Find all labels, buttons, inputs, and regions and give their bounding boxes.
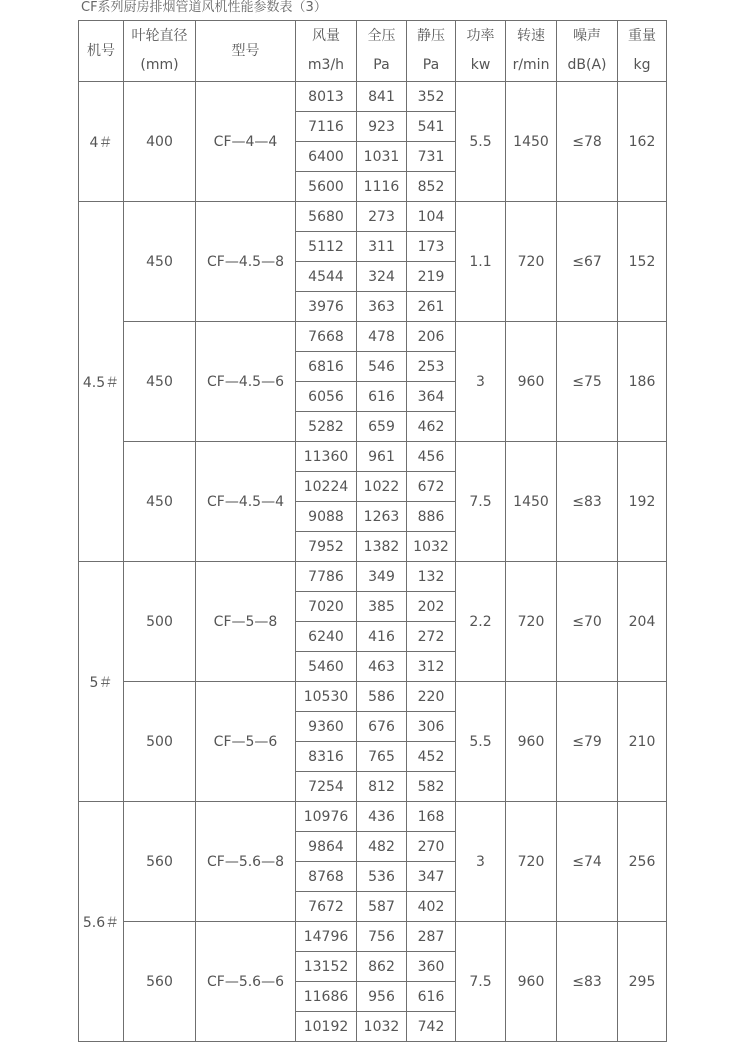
- column-header-unit: kw: [470, 57, 491, 73]
- static-pressure-cell: 456: [407, 442, 456, 472]
- airflow-cell: 7116: [296, 112, 357, 142]
- speed-cell: 1450: [506, 442, 557, 562]
- airflow-cell: 5680: [296, 202, 357, 232]
- table-row: [79, 322, 667, 352]
- impeller-diameter-cell: 500: [124, 562, 196, 682]
- table-row: [79, 682, 667, 712]
- airflow-cell: 9864: [296, 832, 357, 862]
- power-cell: 5.5: [456, 82, 506, 202]
- total-pressure-cell: 841: [357, 82, 407, 112]
- column-header-unit: m3/h: [307, 57, 345, 73]
- static-pressure-cell: 742: [407, 1012, 456, 1042]
- power-cell: 1.1: [456, 202, 506, 322]
- total-pressure-cell: 478: [357, 322, 407, 352]
- static-pressure-cell: 360: [407, 952, 456, 982]
- static-pressure-cell: 173: [407, 232, 456, 262]
- weight-cell: 186: [618, 322, 667, 442]
- machine-number-cell: 5.6＃: [79, 802, 124, 1042]
- airflow-cell: 6816: [296, 352, 357, 382]
- speed-cell: 960: [506, 922, 557, 1042]
- impeller-diameter-cell: 560: [124, 802, 196, 922]
- total-pressure-cell: 1382: [357, 532, 407, 562]
- total-pressure-cell: 1031: [357, 142, 407, 172]
- power-cell: 3: [456, 322, 506, 442]
- total-pressure-cell: 363: [357, 292, 407, 322]
- noise-cell: ≤75: [557, 322, 618, 442]
- model-cell: CF—5—8: [196, 562, 296, 682]
- airflow-cell: 14796: [296, 922, 357, 952]
- model-cell: CF—4.5—8: [196, 202, 296, 322]
- airflow-cell: 8768: [296, 862, 357, 892]
- table-row: [79, 442, 667, 472]
- column-header-label: 机号: [87, 42, 115, 59]
- total-pressure-cell: 436: [357, 802, 407, 832]
- airflow-cell: 7786: [296, 562, 357, 592]
- model-cell: CF—4—4: [196, 82, 296, 202]
- static-pressure-cell: 402: [407, 892, 456, 922]
- power-cell: 7.5: [456, 922, 506, 1042]
- static-pressure-cell: 541: [407, 112, 456, 142]
- total-pressure-cell: 765: [357, 742, 407, 772]
- static-pressure-cell: 852: [407, 172, 456, 202]
- column-header: [557, 21, 618, 82]
- noise-cell: ≤74: [557, 802, 618, 922]
- total-pressure-cell: 587: [357, 892, 407, 922]
- speed-cell: 960: [506, 322, 557, 442]
- total-pressure-cell: 546: [357, 352, 407, 382]
- table-header-row: [79, 21, 667, 82]
- power-cell: 3: [456, 802, 506, 922]
- total-pressure-cell: 349: [357, 562, 407, 592]
- airflow-cell: 5460: [296, 652, 357, 682]
- speed-cell: 720: [506, 562, 557, 682]
- column-header-label: 转速: [517, 28, 545, 44]
- static-pressure-cell: 352: [407, 82, 456, 112]
- column-header-label: 噪声: [573, 28, 601, 44]
- total-pressure-cell: 923: [357, 112, 407, 142]
- weight-cell: 210: [618, 682, 667, 802]
- static-pressure-cell: 306: [407, 712, 456, 742]
- static-pressure-cell: 261: [407, 292, 456, 322]
- airflow-cell: 10976: [296, 802, 357, 832]
- airflow-cell: 9088: [296, 502, 357, 532]
- total-pressure-cell: 536: [357, 862, 407, 892]
- total-pressure-cell: 463: [357, 652, 407, 682]
- power-cell: 5.5: [456, 682, 506, 802]
- total-pressure-cell: 1022: [357, 472, 407, 502]
- static-pressure-cell: 616: [407, 982, 456, 1012]
- airflow-cell: 13152: [296, 952, 357, 982]
- column-header-label: 全压: [367, 28, 396, 44]
- noise-cell: ≤83: [557, 922, 618, 1042]
- model-cell: CF—5—6: [196, 682, 296, 802]
- static-pressure-cell: 272: [407, 622, 456, 652]
- total-pressure-cell: 756: [357, 922, 407, 952]
- total-pressure-cell: 385: [357, 592, 407, 622]
- static-pressure-cell: 270: [407, 832, 456, 862]
- column-header-label: 型号: [231, 42, 260, 59]
- total-pressure-cell: 416: [357, 622, 407, 652]
- airflow-cell: 9360: [296, 712, 357, 742]
- total-pressure-cell: 862: [357, 952, 407, 982]
- airflow-cell: 7952: [296, 532, 357, 562]
- column-header-unit: Pa: [373, 57, 390, 73]
- weight-cell: 256: [618, 802, 667, 922]
- static-pressure-cell: 452: [407, 742, 456, 772]
- airflow-cell: 8013: [296, 82, 357, 112]
- impeller-diameter-cell: 500: [124, 682, 196, 802]
- airflow-cell: 10192: [296, 1012, 357, 1042]
- weight-cell: 204: [618, 562, 667, 682]
- total-pressure-cell: 956: [357, 982, 407, 1012]
- power-cell: 2.2: [456, 562, 506, 682]
- airflow-cell: 7254: [296, 772, 357, 802]
- model-cell: CF—4.5—4: [196, 442, 296, 562]
- column-header: [357, 21, 407, 82]
- airflow-cell: 5600: [296, 172, 357, 202]
- column-header: [618, 21, 667, 82]
- total-pressure-cell: 1116: [357, 172, 407, 202]
- column-header-label: 重量: [628, 28, 656, 44]
- impeller-diameter-cell: 450: [124, 202, 196, 322]
- static-pressure-cell: 202: [407, 592, 456, 622]
- static-pressure-cell: 462: [407, 412, 456, 442]
- machine-number-cell: 4.5＃: [79, 202, 124, 562]
- impeller-diameter-cell: 450: [124, 442, 196, 562]
- power-cell: 7.5: [456, 442, 506, 562]
- static-pressure-cell: 672: [407, 472, 456, 502]
- static-pressure-cell: 312: [407, 652, 456, 682]
- static-pressure-cell: 731: [407, 142, 456, 172]
- total-pressure-cell: 1263: [357, 502, 407, 532]
- static-pressure-cell: 253: [407, 352, 456, 382]
- table-row: [79, 562, 667, 592]
- static-pressure-cell: 886: [407, 502, 456, 532]
- airflow-cell: 6056: [296, 382, 357, 412]
- airflow-cell: 10530: [296, 682, 357, 712]
- column-header-unit: dB(A): [567, 57, 607, 73]
- airflow-cell: 7020: [296, 592, 357, 622]
- total-pressure-cell: 324: [357, 262, 407, 292]
- airflow-cell: 7672: [296, 892, 357, 922]
- column-header: [407, 21, 456, 82]
- machine-number-cell: 4＃: [79, 82, 124, 202]
- static-pressure-cell: 1032: [407, 532, 456, 562]
- column-header-unit: kg: [633, 57, 651, 73]
- static-pressure-cell: 132: [407, 562, 456, 592]
- model-cell: CF—5.6—8: [196, 802, 296, 922]
- static-pressure-cell: 364: [407, 382, 456, 412]
- static-pressure-cell: 219: [407, 262, 456, 292]
- column-header: [296, 21, 357, 82]
- column-header: [196, 21, 296, 82]
- table-row: [79, 202, 667, 232]
- spec-table-container: [78, 20, 667, 1042]
- weight-cell: 152: [618, 202, 667, 322]
- page-title: CF系列厨房排烟管道风机性能参数表（3）: [81, 0, 327, 15]
- total-pressure-cell: 659: [357, 412, 407, 442]
- airflow-cell: 4544: [296, 262, 357, 292]
- impeller-diameter-cell: 560: [124, 922, 196, 1042]
- static-pressure-cell: 206: [407, 322, 456, 352]
- airflow-cell: 10224: [296, 472, 357, 502]
- noise-cell: ≤78: [557, 82, 618, 202]
- noise-cell: ≤67: [557, 202, 618, 322]
- column-header: [124, 21, 196, 82]
- airflow-cell: 3976: [296, 292, 357, 322]
- total-pressure-cell: 1032: [357, 1012, 407, 1042]
- column-header-label: 风量: [312, 28, 340, 44]
- airflow-cell: 6240: [296, 622, 357, 652]
- model-cell: CF—5.6—6: [196, 922, 296, 1042]
- fan-performance-table: [78, 20, 667, 1042]
- speed-cell: 720: [506, 802, 557, 922]
- airflow-cell: 6400: [296, 142, 357, 172]
- column-header-label: 静压: [417, 28, 445, 44]
- speed-cell: 960: [506, 682, 557, 802]
- static-pressure-cell: 104: [407, 202, 456, 232]
- static-pressure-cell: 347: [407, 862, 456, 892]
- total-pressure-cell: 812: [357, 772, 407, 802]
- column-header: [456, 21, 506, 82]
- airflow-cell: 7668: [296, 322, 357, 352]
- table-row: [79, 802, 667, 832]
- table-row: [79, 922, 667, 952]
- static-pressure-cell: 582: [407, 772, 456, 802]
- table-row: [79, 82, 667, 112]
- total-pressure-cell: 273: [357, 202, 407, 232]
- weight-cell: 162: [618, 82, 667, 202]
- total-pressure-cell: 616: [357, 382, 407, 412]
- airflow-cell: 11360: [296, 442, 357, 472]
- column-header-label: 叶轮直径: [131, 28, 188, 44]
- noise-cell: ≤79: [557, 682, 618, 802]
- column-header-label: 功率: [466, 28, 495, 44]
- table-body: [79, 82, 667, 1042]
- total-pressure-cell: 676: [357, 712, 407, 742]
- column-header-unit: Pa: [422, 57, 440, 73]
- static-pressure-cell: 168: [407, 802, 456, 832]
- total-pressure-cell: 586: [357, 682, 407, 712]
- airflow-cell: 11686: [296, 982, 357, 1012]
- airflow-cell: 5112: [296, 232, 357, 262]
- column-header-unit: r/min: [512, 57, 550, 73]
- weight-cell: 192: [618, 442, 667, 562]
- noise-cell: ≤83: [557, 442, 618, 562]
- static-pressure-cell: 287: [407, 922, 456, 952]
- model-cell: CF—4.5—6: [196, 322, 296, 442]
- column-header: [506, 21, 557, 82]
- weight-cell: 295: [618, 922, 667, 1042]
- total-pressure-cell: 482: [357, 832, 407, 862]
- total-pressure-cell: 311: [357, 232, 407, 262]
- column-header-unit: (mm): [140, 57, 179, 73]
- airflow-cell: 5282: [296, 412, 357, 442]
- speed-cell: 720: [506, 202, 557, 322]
- machine-number-cell: 5＃: [79, 562, 124, 802]
- noise-cell: ≤70: [557, 562, 618, 682]
- speed-cell: 1450: [506, 82, 557, 202]
- impeller-diameter-cell: 400: [124, 82, 196, 202]
- static-pressure-cell: 220: [407, 682, 456, 712]
- column-header: [79, 21, 124, 82]
- impeller-diameter-cell: 450: [124, 322, 196, 442]
- total-pressure-cell: 961: [357, 442, 407, 472]
- airflow-cell: 8316: [296, 742, 357, 772]
